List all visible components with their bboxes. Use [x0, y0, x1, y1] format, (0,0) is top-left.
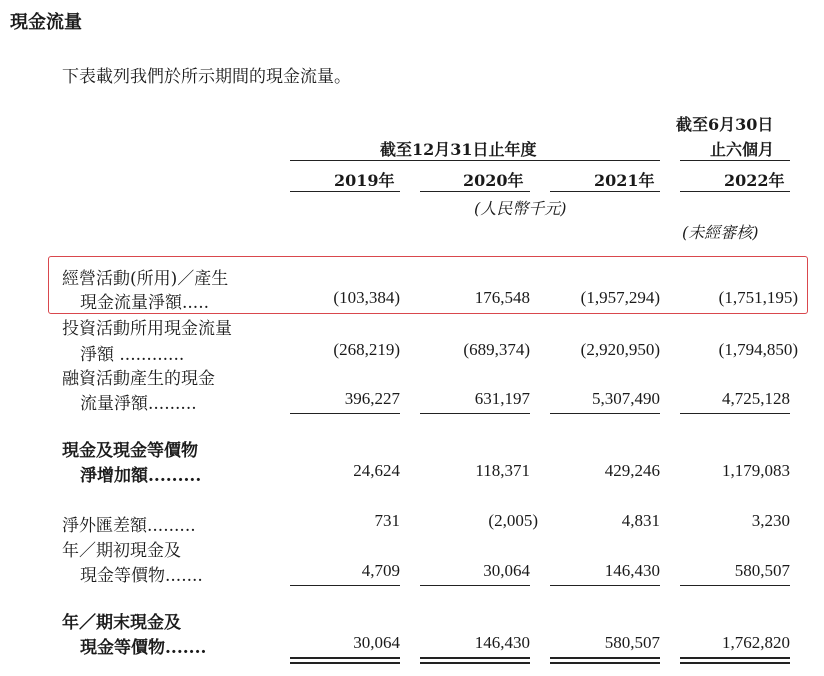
total-double-rule — [550, 657, 660, 659]
cell-value: 30,064 — [483, 561, 530, 580]
total-double-rule — [420, 657, 530, 659]
section-title: 現金流量 — [10, 12, 82, 33]
row-label: 投資活動所用現金流量 — [62, 319, 232, 339]
six-month-header-line2: 止六個月 — [710, 140, 775, 159]
subtotal-rule — [680, 585, 790, 586]
cell-value: 731 — [374, 511, 400, 530]
cell-value: 176,548 — [474, 288, 530, 307]
cell-value: 580,507 — [734, 561, 790, 580]
cell-value: 396,227 — [344, 389, 400, 408]
row-label: 經營活動(所用)／產生 — [62, 269, 229, 289]
cell-value: 24,624 — [353, 461, 400, 480]
cell-value: (2,005) — [488, 511, 538, 530]
total-double-rule — [420, 662, 530, 664]
cell-value: 4,831 — [621, 511, 660, 530]
total-double-rule — [290, 657, 400, 659]
row-label: 淨外匯差額......... — [62, 516, 196, 536]
subtotal-rule — [420, 413, 530, 414]
row-label: 流量淨額......... — [80, 394, 197, 414]
row-label: 現金及現金等價物 — [62, 441, 198, 461]
cell-value: (1,751,195) — [718, 288, 798, 307]
year-2021-header: 2021年 — [594, 171, 655, 190]
year-rule-2021 — [550, 191, 660, 192]
cell-value: (1,957,294) — [580, 288, 660, 307]
total-double-rule — [680, 657, 790, 659]
cell-value: 146,430 — [474, 633, 530, 652]
cell-value: 1,762,820 — [722, 633, 790, 652]
cell-value: 30,064 — [353, 633, 400, 652]
cell-value: (1,794,850) — [718, 340, 798, 359]
intro-text: 下表載列我們於所示期間的現金流量。 — [62, 67, 351, 87]
fiscal-year-group-header: 截至12月31日止年度 — [380, 140, 537, 159]
subtotal-rule — [550, 585, 660, 586]
year-2020-header: 2020年 — [463, 171, 524, 190]
subtotal-rule — [550, 413, 660, 414]
row-label: 年／期初現金及 — [62, 541, 181, 561]
row-label: 現金等價物....... — [80, 638, 207, 658]
cell-value: (268,219) — [333, 340, 400, 359]
cell-value: 146,430 — [604, 561, 660, 580]
row-label: 現金流量淨額..... — [80, 293, 210, 313]
cell-value: (2,920,950) — [580, 340, 660, 359]
header-six-rule — [680, 160, 790, 161]
cell-value: 4,725,128 — [722, 389, 790, 408]
cell-value: 580,507 — [604, 633, 660, 652]
total-double-rule — [550, 662, 660, 664]
year-2022-header: 2022年 — [724, 171, 785, 190]
cell-value: 631,197 — [474, 389, 530, 408]
cell-value: 4,709 — [361, 561, 400, 580]
cell-value: 118,371 — [475, 461, 530, 480]
year-rule-2020 — [420, 191, 530, 192]
row-label: 現金等價物....... — [80, 566, 203, 586]
row-label: 淨額 ............ — [80, 345, 185, 365]
cell-value: 5,307,490 — [592, 389, 660, 408]
total-double-rule — [680, 662, 790, 664]
year-rule-2019 — [290, 191, 400, 192]
year-rule-2022 — [680, 191, 790, 192]
total-double-rule — [290, 662, 400, 664]
header-group-rule — [290, 160, 660, 161]
row-label: 淨增加額......... — [80, 466, 202, 486]
unit-note: (人民幣千元) — [474, 199, 567, 218]
cell-value: 1,179,083 — [722, 461, 790, 480]
subtotal-rule — [680, 413, 790, 414]
row-label: 融資活動產生的現金 — [62, 369, 215, 389]
cell-value: (103,384) — [333, 288, 400, 307]
subtotal-rule — [290, 413, 400, 414]
year-2019-header: 2019年 — [334, 171, 395, 190]
unaudited-note: (未經審核) — [682, 223, 759, 242]
cell-value: (689,374) — [463, 340, 530, 359]
subtotal-rule — [290, 585, 400, 586]
cell-value: 429,246 — [604, 461, 660, 480]
cell-value: 3,230 — [751, 511, 790, 530]
row-label: 年／期末現金及 — [62, 613, 181, 633]
subtotal-rule — [420, 585, 530, 586]
six-month-header-line1: 截至6月30日 — [676, 115, 774, 134]
